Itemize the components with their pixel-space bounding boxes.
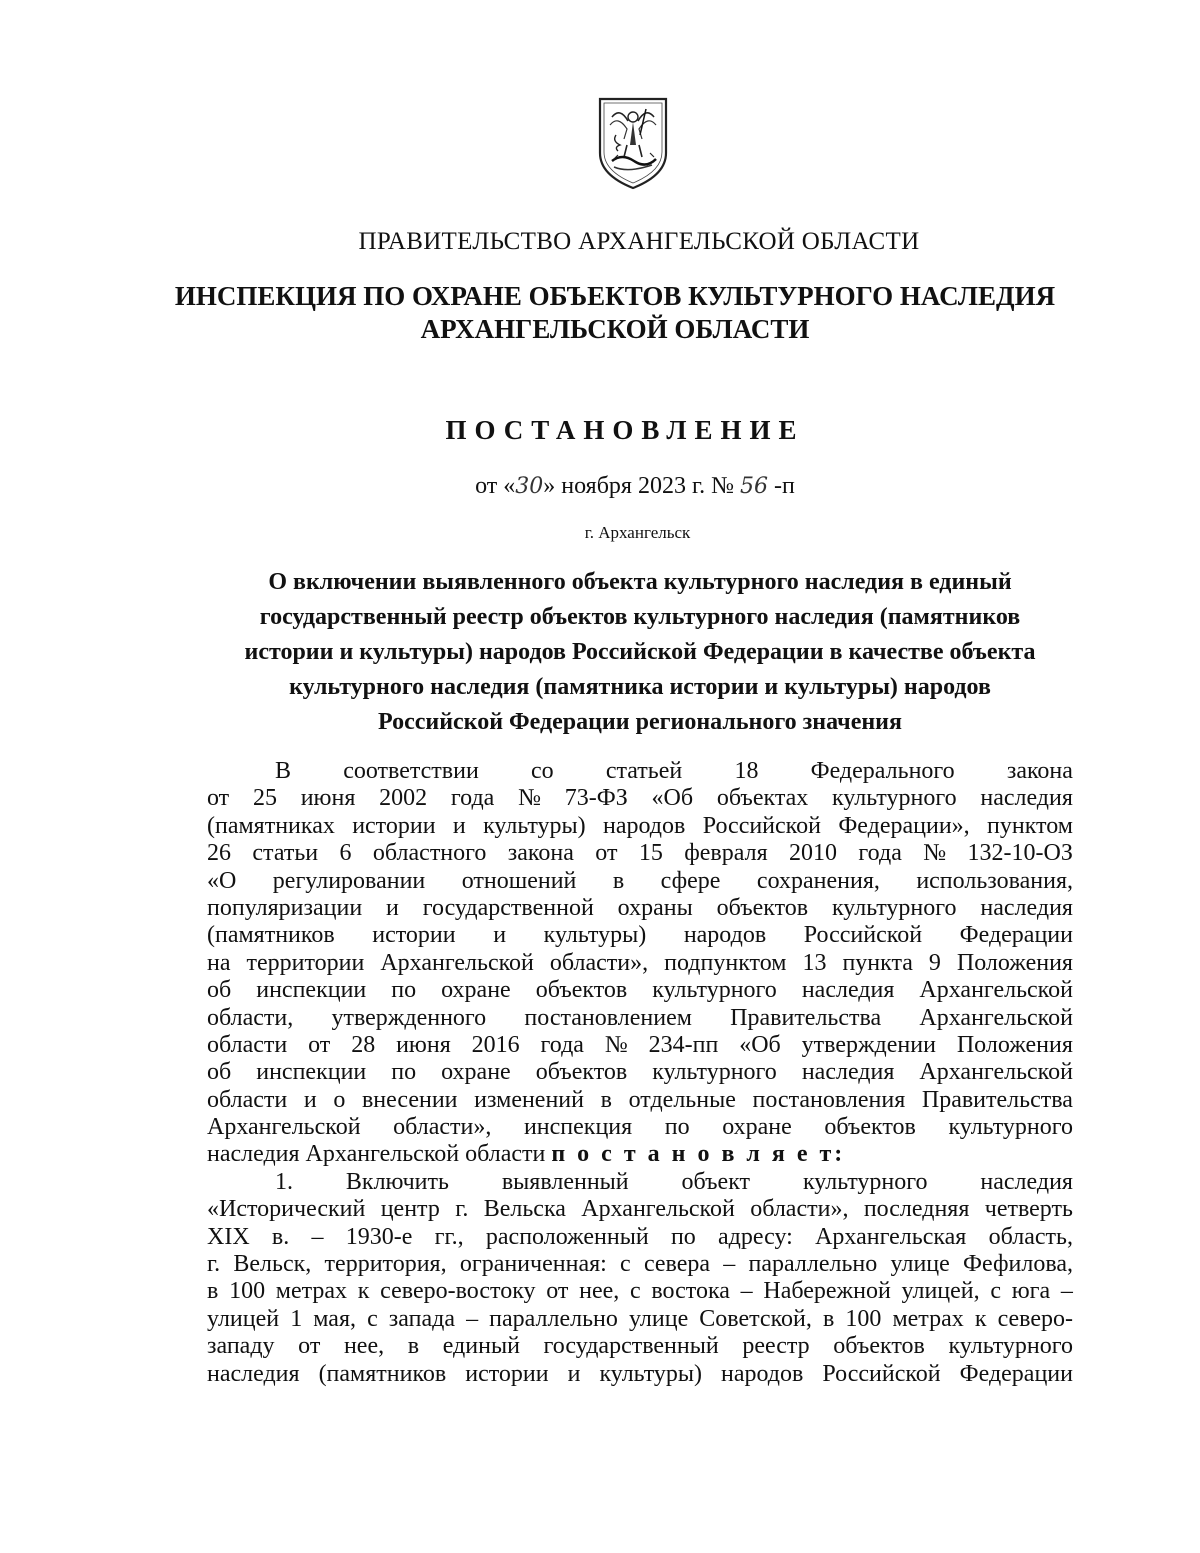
word: 13 [802, 949, 827, 976]
body-line [207, 758, 1073, 785]
word: улице [628, 1305, 689, 1332]
word: Федерации», [838, 812, 970, 839]
word: Архангельской [919, 1059, 1073, 1086]
body-line [207, 1087, 1073, 1114]
word: наследия [207, 1360, 300, 1387]
word: к [974, 1305, 987, 1332]
word: объект [681, 1168, 751, 1195]
word: Набережной [763, 1278, 891, 1305]
word: июня [300, 785, 356, 812]
word: гг., [434, 1223, 464, 1250]
word: сохранения, [756, 867, 880, 894]
word: инспекция [523, 1114, 633, 1141]
word: улице [890, 1251, 950, 1278]
word: закона [1006, 758, 1073, 784]
word: государственной [422, 894, 594, 921]
body-line [207, 895, 1073, 922]
word: область, [988, 1223, 1073, 1250]
word: северо-востоку [380, 1278, 536, 1305]
word: по [391, 1059, 417, 1086]
word: 234-пп [648, 1031, 719, 1058]
word: в [407, 1333, 420, 1360]
word: наследия [801, 977, 895, 1004]
word: Федерации [959, 922, 1073, 949]
word: июня [396, 1031, 451, 1058]
word: территории [246, 949, 365, 976]
word: 6 [339, 840, 352, 867]
word: 1930-е [345, 1223, 413, 1250]
word: отдельные [628, 1086, 736, 1113]
word: севера [643, 1251, 711, 1278]
body-line-text: наследия Архангельской области [207, 1141, 552, 1168]
inspection-title-line1: ИНСПЕКЦИЯ ПО ОХРАНЕ ОБЪЕКТОВ КУЛЬТУРНОГО НАСЛЕДИЯ [174, 281, 1056, 311]
word: по [391, 977, 417, 1004]
word: и [452, 812, 466, 839]
word: 18 [734, 758, 759, 784]
word: охраны [617, 894, 693, 921]
number-suffix: -п [768, 473, 795, 499]
word: – [466, 1305, 479, 1332]
word: объектов [535, 1059, 628, 1086]
word: – [723, 1251, 736, 1278]
word: XIX [207, 1223, 250, 1250]
word: истории [465, 1360, 549, 1387]
word: года [858, 840, 902, 867]
word: 9 [928, 949, 941, 976]
body-line-resolves [207, 1141, 1073, 1168]
body-line [207, 813, 1073, 840]
word: расположенный [485, 1223, 649, 1250]
word: № [604, 1031, 628, 1058]
word: использования, [916, 867, 1073, 894]
item1-line [207, 1196, 1073, 1223]
word: народов [683, 922, 767, 949]
word: ограниченная: [459, 1251, 607, 1278]
item1-line [207, 1278, 1073, 1305]
word: пунктом [987, 812, 1073, 839]
word: внесении [361, 1086, 458, 1113]
word: 100 [845, 1305, 882, 1332]
inspection-title [30, 280, 1200, 346]
body-line [207, 785, 1073, 812]
word: улицей, [901, 1278, 980, 1305]
word: истории [352, 812, 436, 839]
word: «О [207, 867, 237, 894]
word: – [1060, 1278, 1073, 1305]
word: «Об [651, 785, 694, 812]
word: в [612, 867, 625, 894]
word: области [207, 1031, 288, 1058]
word: года [450, 785, 495, 812]
word: «Исторический [207, 1196, 366, 1223]
word: года [540, 1031, 584, 1058]
word: 15 [638, 840, 663, 867]
date-prefix: от « [475, 473, 516, 499]
word: объектов [824, 1114, 916, 1141]
word: (памятников [318, 1360, 447, 1387]
word: Включить [345, 1168, 449, 1195]
word: в. [271, 1223, 290, 1250]
word: Положения [956, 1031, 1073, 1058]
word: отношений [461, 867, 577, 894]
word: северо- [997, 1305, 1073, 1332]
word: инспекции [256, 977, 367, 1004]
word: 2016 [471, 1031, 520, 1058]
word: утверждении [801, 1031, 936, 1058]
word: со [531, 758, 554, 784]
word: культурного [652, 1059, 777, 1086]
word: Архангельская [815, 1223, 967, 1250]
word: территория, [324, 1251, 447, 1278]
word: Правительства [921, 1086, 1073, 1113]
item1-line [207, 1361, 1073, 1388]
coat-of-arms-icon [594, 95, 672, 191]
word: Правительства [730, 1004, 882, 1031]
word: в [822, 1305, 835, 1332]
word: – [311, 1223, 324, 1250]
word: февраля [684, 840, 768, 867]
body-line [207, 1005, 1073, 1032]
resolves-word: п о с т а н о в л я е т: [551, 1141, 846, 1168]
word: постановления [752, 1086, 906, 1113]
word: культурного [948, 1333, 1073, 1360]
word: регулировании [272, 867, 426, 894]
heading-line: культурного наследия (памятника истории и культуры) народов [289, 674, 991, 700]
word: пункта [842, 949, 913, 976]
word: от [207, 785, 230, 812]
word: параллельно [748, 1251, 878, 1278]
word: 1. [275, 1168, 293, 1195]
word: от [595, 840, 618, 867]
word: и [493, 922, 507, 949]
word: 28 [351, 1031, 376, 1058]
word: адресу: [718, 1223, 793, 1250]
word: изменений [474, 1086, 584, 1113]
word: закона [507, 840, 574, 867]
word: культуры) [543, 922, 647, 949]
word: улицей [207, 1305, 280, 1332]
word: в [600, 1086, 612, 1113]
word: популяризации [207, 894, 363, 921]
word: Вельск, [233, 1251, 312, 1278]
word: об [207, 977, 232, 1004]
date-middle: » ноября 2023 г. № [543, 473, 741, 499]
word: области, [207, 1004, 294, 1031]
word: областного [372, 840, 487, 867]
word: (памятников [207, 922, 335, 949]
word: в [207, 1278, 219, 1305]
document-number-handwritten: 56 [740, 474, 769, 499]
word: наследия [980, 1168, 1073, 1195]
word: метрах [275, 1278, 348, 1305]
word: подпунктом [664, 949, 787, 976]
word: № [923, 840, 947, 867]
word: востока [651, 1278, 730, 1305]
word: четверть [984, 1196, 1073, 1223]
word: постановлением [524, 1004, 692, 1031]
word: объектов [833, 1333, 925, 1360]
word: единый [442, 1333, 520, 1360]
word: области», [750, 1196, 849, 1223]
word: культурного [832, 785, 957, 812]
word: 2010 [789, 840, 838, 867]
word: Фефилова, [963, 1251, 1073, 1278]
word: культурного [831, 894, 957, 921]
word: народов [721, 1360, 804, 1387]
word: Российской [702, 812, 821, 839]
word: области», [549, 949, 649, 976]
document-date-number [70, 473, 1200, 500]
word: последняя [863, 1196, 970, 1223]
word: 25 [252, 785, 277, 812]
heading-line: истории и культуры) народов Российской Федерации в качестве объекта [244, 639, 1036, 665]
word: на [207, 949, 231, 976]
word: западу [207, 1333, 275, 1360]
word: сфере [660, 867, 721, 894]
word: от [546, 1278, 569, 1305]
inspection-title-line2: АРХАНГЕЛЬСКОЙ ОБЛАСТИ [420, 314, 810, 344]
word: охране [441, 977, 511, 1004]
word: Федерального [810, 758, 955, 784]
word: Советской, [699, 1305, 812, 1332]
word: области [207, 1086, 288, 1113]
word: с [367, 1305, 378, 1332]
word: центр [380, 1196, 440, 1223]
word: 100 [229, 1278, 266, 1305]
date-day-handwritten: 30 [515, 474, 544, 499]
word: № [518, 785, 541, 812]
word: объектов [716, 894, 809, 921]
word: утвержденного [331, 1004, 487, 1031]
word: (памятниках [207, 812, 335, 839]
body-line [207, 840, 1073, 867]
word: народов [602, 812, 686, 839]
word: по [670, 1223, 696, 1250]
word: В [275, 758, 292, 784]
body-line [207, 977, 1073, 1004]
word: Положения [956, 949, 1073, 976]
word: области», [393, 1114, 492, 1141]
word: об [207, 1059, 232, 1086]
government-title: ПРАВИТЕЛЬСТВО АРХАНГЕЛЬСКОЙ ОБЛАСТИ [358, 228, 920, 255]
word: Архангельской [207, 1114, 361, 1141]
body-line [207, 868, 1073, 895]
word: мая, [313, 1305, 356, 1332]
item1-line [207, 1224, 1073, 1251]
word: 1 [290, 1305, 303, 1332]
word: 26 [207, 840, 231, 867]
word: от [308, 1031, 331, 1058]
word: соответствии [343, 758, 479, 784]
document-body [207, 758, 1073, 1388]
body-line [207, 950, 1073, 977]
word: юга [1011, 1278, 1051, 1305]
word: и [567, 1360, 581, 1387]
word: наследия [980, 894, 1073, 921]
word: культурного [652, 977, 777, 1004]
body-line [207, 922, 1073, 949]
word: от [298, 1333, 321, 1360]
word: Архангельской [919, 1004, 1073, 1031]
item1-line [207, 1333, 1073, 1360]
word: Архангельской [380, 949, 534, 976]
word: объектах [716, 785, 809, 812]
word: «Об [739, 1031, 781, 1058]
word: истории [372, 922, 456, 949]
word: г. [207, 1251, 221, 1278]
body-line [207, 1059, 1073, 1086]
heading-line: Российской Федерации регионального значения [378, 709, 902, 735]
body-line [207, 1114, 1073, 1141]
word: объектов [535, 977, 628, 1004]
word: наследия [801, 1059, 895, 1086]
word: статьей [605, 758, 683, 784]
word: о [333, 1086, 346, 1113]
word: с [620, 1251, 631, 1278]
word: с [990, 1278, 1002, 1305]
body-line [207, 1032, 1073, 1059]
word: Вельска [483, 1196, 566, 1223]
word: Федерации [959, 1360, 1073, 1387]
word: 132-10-ОЗ [967, 840, 1073, 867]
item1-line [207, 1306, 1073, 1333]
word: параллельно [489, 1305, 618, 1332]
word: с [630, 1278, 641, 1305]
word: культурного [802, 1168, 928, 1195]
word: нее, [579, 1278, 620, 1305]
word: 2002 [379, 785, 428, 812]
document-type: ПОСТАНОВЛЕНИЕ [445, 415, 805, 445]
word: метрах [892, 1305, 964, 1332]
word: запада [388, 1305, 455, 1332]
item1-line [207, 1251, 1073, 1278]
word: – [740, 1278, 753, 1305]
word: культуры) [483, 812, 586, 839]
word: к [357, 1278, 370, 1305]
word: охране [722, 1114, 792, 1141]
word: и [303, 1086, 317, 1113]
word: Архангельской [581, 1196, 735, 1223]
word: по [664, 1114, 690, 1141]
word: охране [441, 1059, 511, 1086]
word: инспекции [256, 1059, 367, 1086]
item1-line [207, 1169, 1073, 1196]
document-heading [190, 565, 1090, 740]
word: выявленный [501, 1168, 629, 1195]
word: Российской [803, 922, 923, 949]
word: культуры) [599, 1360, 702, 1387]
document-city: г. Архангельск [584, 523, 691, 542]
word: государственный [543, 1333, 719, 1360]
word: г. [455, 1196, 469, 1223]
word: нее, [343, 1333, 385, 1360]
heading-line: государственный реестр объектов культурного наследия (памятников [259, 604, 1021, 630]
word: культурного [948, 1114, 1073, 1141]
word: статьи [252, 840, 319, 867]
word: и [386, 894, 399, 921]
word: наследия [980, 785, 1073, 812]
word: 73-ФЗ [564, 785, 628, 812]
heading-line: О включении выявленного объекта культурного наследия в единый [268, 569, 1012, 595]
word: Архангельской [919, 977, 1073, 1004]
word: реестр [742, 1333, 810, 1360]
word: Российской [822, 1360, 941, 1387]
